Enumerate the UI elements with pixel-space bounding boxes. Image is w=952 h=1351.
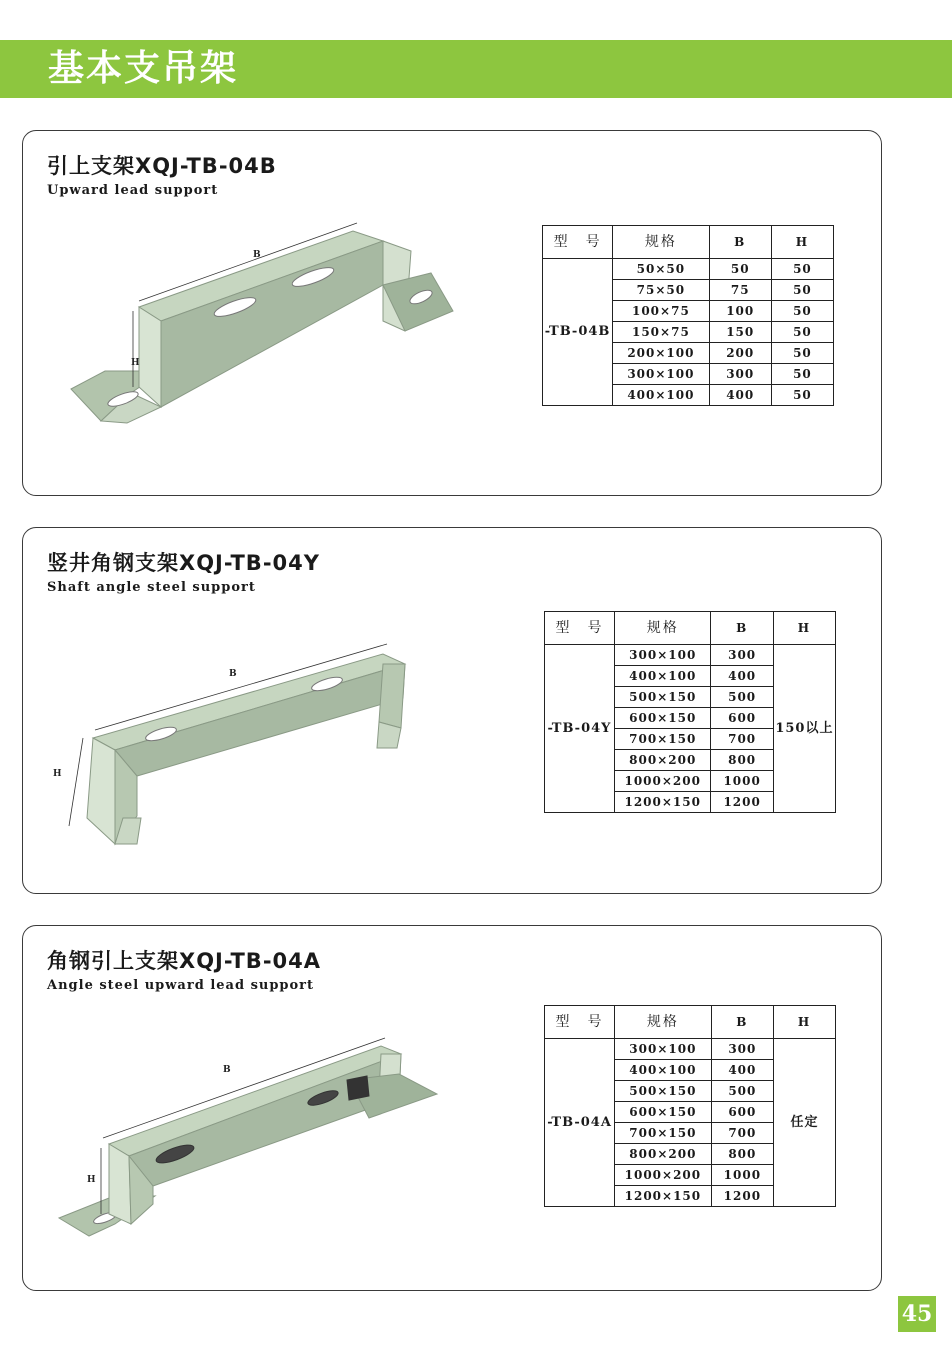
col-header-b: B <box>711 1006 773 1039</box>
col-header-spec: 规格 <box>614 612 710 645</box>
b-cell: 1200 <box>711 792 773 813</box>
spec-table <box>544 611 836 813</box>
spec-cell: 50×50 <box>613 259 709 280</box>
b-cell: 300 <box>711 645 773 666</box>
spec-cell: 1000×200 <box>614 771 710 792</box>
b-cell: 1000 <box>711 771 773 792</box>
spec-cell: 800×200 <box>614 750 710 771</box>
spec-cell: 700×150 <box>614 729 710 750</box>
model-cell: -TB-04B <box>543 259 613 406</box>
b-cell: 700 <box>711 1123 773 1144</box>
b-cell: 100 <box>709 301 771 322</box>
col-header-h: H <box>773 612 835 645</box>
product-card-tb-04a <box>22 925 882 1291</box>
h-cell: 50 <box>771 259 833 280</box>
b-cell: 1000 <box>711 1165 773 1186</box>
spec-cell: 500×150 <box>614 687 710 708</box>
b-cell: 500 <box>711 687 773 708</box>
page-title: 基本支吊架 <box>48 48 239 89</box>
spec-cell: 700×150 <box>615 1123 712 1144</box>
spec-cell: 1200×150 <box>614 792 710 813</box>
dim-label-h: H <box>131 358 140 368</box>
b-cell: 200 <box>709 343 771 364</box>
product-card-tb-04b <box>22 130 882 496</box>
section-title: 角钢引上支架XQJ-TB-04A <box>47 949 322 973</box>
b-cell: 400 <box>709 385 771 406</box>
dim-label-b: B <box>229 669 237 679</box>
col-header-b: B <box>711 612 773 645</box>
h-cell: 50 <box>771 301 833 322</box>
b-cell: 600 <box>711 1102 773 1123</box>
h-merged-cell: 150以上 <box>773 645 835 813</box>
h-cell: 50 <box>771 322 833 343</box>
h-cell: 50 <box>771 364 833 385</box>
spec-cell: 400×100 <box>613 385 709 406</box>
b-cell: 800 <box>711 750 773 771</box>
b-cell: 50 <box>709 259 771 280</box>
col-header-spec: 规格 <box>613 226 709 259</box>
b-cell: 1200 <box>711 1186 773 1207</box>
col-header-model: 型 号 <box>545 612 615 645</box>
h-cell: 50 <box>771 280 833 301</box>
section-title: 引上支架XQJ-TB-04B <box>47 154 277 178</box>
b-cell: 150 <box>709 322 771 343</box>
b-cell: 300 <box>709 364 771 385</box>
h-cell: 50 <box>771 343 833 364</box>
spec-cell: 400×100 <box>614 666 710 687</box>
bracket-illustration <box>43 626 443 856</box>
col-header-model: 型 号 <box>543 226 613 259</box>
spec-cell: 300×100 <box>614 645 710 666</box>
section-subtitle: Angle steel upward lead support <box>47 978 315 993</box>
dim-label-b: B <box>223 1065 231 1075</box>
h-merged-cell: 任定 <box>774 1039 836 1207</box>
spec-table <box>542 225 834 406</box>
dim-label-h: H <box>87 1175 96 1185</box>
bracket-illustration <box>53 1018 453 1248</box>
bracket-illustration <box>53 211 473 431</box>
b-cell: 300 <box>711 1039 773 1060</box>
spec-cell: 800×200 <box>615 1144 712 1165</box>
spec-cell: 1000×200 <box>615 1165 712 1186</box>
spec-table <box>544 1005 836 1207</box>
dim-label-h: H <box>53 769 62 779</box>
b-cell: 600 <box>711 708 773 729</box>
col-header-b: B <box>709 226 771 259</box>
product-card-tb-04y <box>22 527 882 894</box>
model-cell: -TB-04Y <box>545 645 615 813</box>
col-header-model: 型 号 <box>545 1006 615 1039</box>
col-header-h: H <box>774 1006 836 1039</box>
spec-cell: 600×150 <box>614 708 710 729</box>
spec-cell: 400×100 <box>615 1060 712 1081</box>
page-number: 45 <box>898 1296 936 1332</box>
spec-cell: 100×75 <box>613 301 709 322</box>
spec-cell: 300×100 <box>613 364 709 385</box>
h-cell: 50 <box>771 385 833 406</box>
spec-cell: 300×100 <box>615 1039 712 1060</box>
b-cell: 75 <box>709 280 771 301</box>
b-cell: 700 <box>711 729 773 750</box>
col-header-spec: 规格 <box>615 1006 712 1039</box>
dim-label-b: B <box>253 250 261 260</box>
spec-cell: 200×100 <box>613 343 709 364</box>
section-subtitle: Shaft angle steel support <box>47 580 256 595</box>
table-row <box>545 1039 836 1060</box>
b-cell: 400 <box>711 666 773 687</box>
table-row <box>545 645 836 666</box>
b-cell: 400 <box>711 1060 773 1081</box>
spec-cell: 75×50 <box>613 280 709 301</box>
spec-cell: 150×75 <box>613 322 709 343</box>
spec-cell: 600×150 <box>615 1102 712 1123</box>
b-cell: 500 <box>711 1081 773 1102</box>
section-title: 竖井角钢支架XQJ-TB-04Y <box>47 551 320 575</box>
section-subtitle: Upward lead support <box>47 183 219 198</box>
col-header-h: H <box>771 226 833 259</box>
header-banner <box>0 40 952 98</box>
table-row <box>543 259 834 280</box>
model-cell: -TB-04A <box>545 1039 615 1207</box>
b-cell: 800 <box>711 1144 773 1165</box>
spec-cell: 500×150 <box>615 1081 712 1102</box>
spec-cell: 1200×150 <box>615 1186 712 1207</box>
